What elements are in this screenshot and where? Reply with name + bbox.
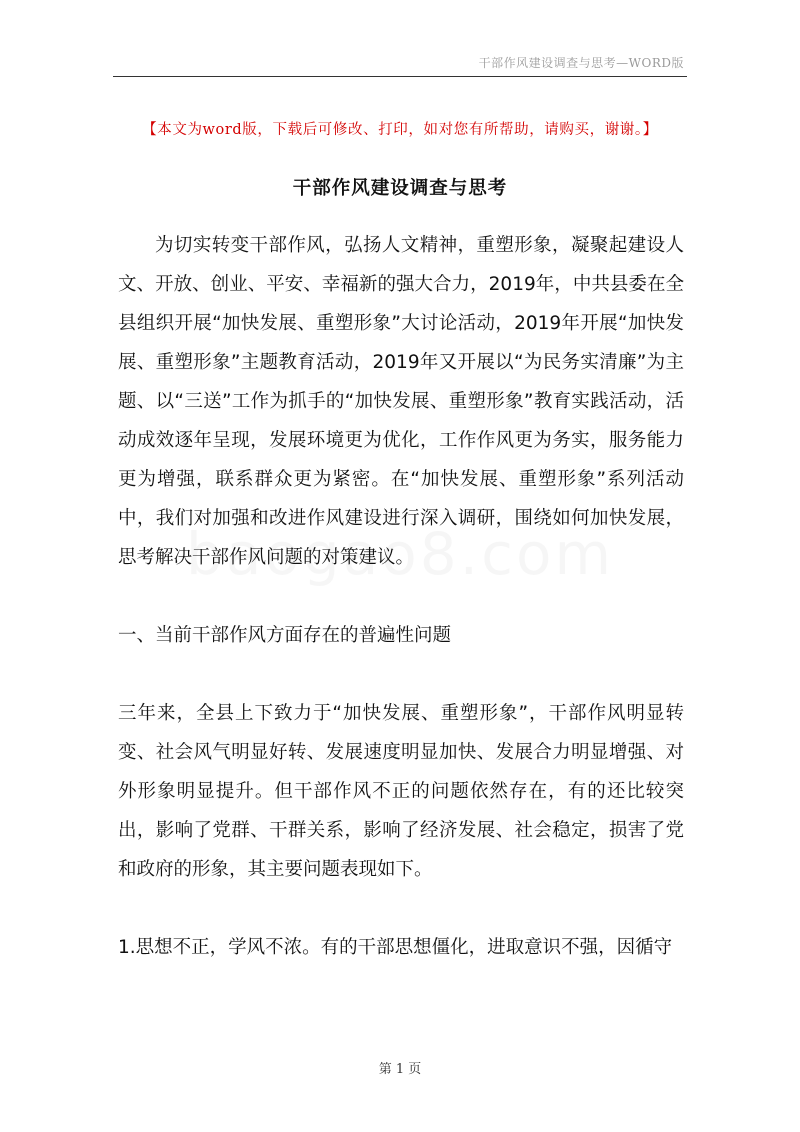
section-heading: 一、当前干部作风方面存在的普遍性问题	[118, 625, 452, 646]
header-divider	[113, 76, 687, 77]
running-header: 干部作风建设调查与思考—WORD版	[478, 56, 684, 70]
section-paragraph: 三年来，全县上下致力于“加快发展、重塑形象”，干部作风明显转变、社会风气明显好转、发展速度明显加快、发展合力明显增强、对外形象明显提升。但干部作风不正的问题依然存在，有的还比较突出，影响了党群、干群关系，影响了经济发展、社会稳定，损害了党和政府的形象，其主要问题表现如下。	[118, 703, 684, 880]
page-number: 第 1 页	[378, 1062, 422, 1077]
document-title: 干部作风建设调查与思考	[292, 178, 508, 199]
purchase-notice: 【本文为word版，下载后可修改、打印，如对您有所帮助，请购买，谢谢。】	[142, 122, 658, 138]
intro-paragraph: 为切实转变干部作风，弘扬人文精神，重塑形象，凝聚起建设人文、开放、创业、平安、幸福新的强大合力，2019年，中共县委在全县组织开展“加快发展、重塑形象”大讨论活动，2019年开展“加快发展、重塑形象”主题教育活动，2019年又开展以“为民务实清廉”为主题、以“三送”工作为抓手的“加快发展、重塑形象”教育实践活动，活动成效逐年呈现，发展环境更为优化，工作作风更为务实，服务能力更为增强，联系群众更为紧密。在“加快发展、重塑形象”系列活动中，我们对加强和改进作风建设进行深入调研，围绕如何加快发展，思考解决干部作风问题的对策建议。	[118, 235, 684, 568]
point-paragraph: 1.思想不正，学风不浓。有的干部思想僵化，进取意识不强，因循守	[118, 937, 673, 958]
document-body	[118, 226, 684, 967]
